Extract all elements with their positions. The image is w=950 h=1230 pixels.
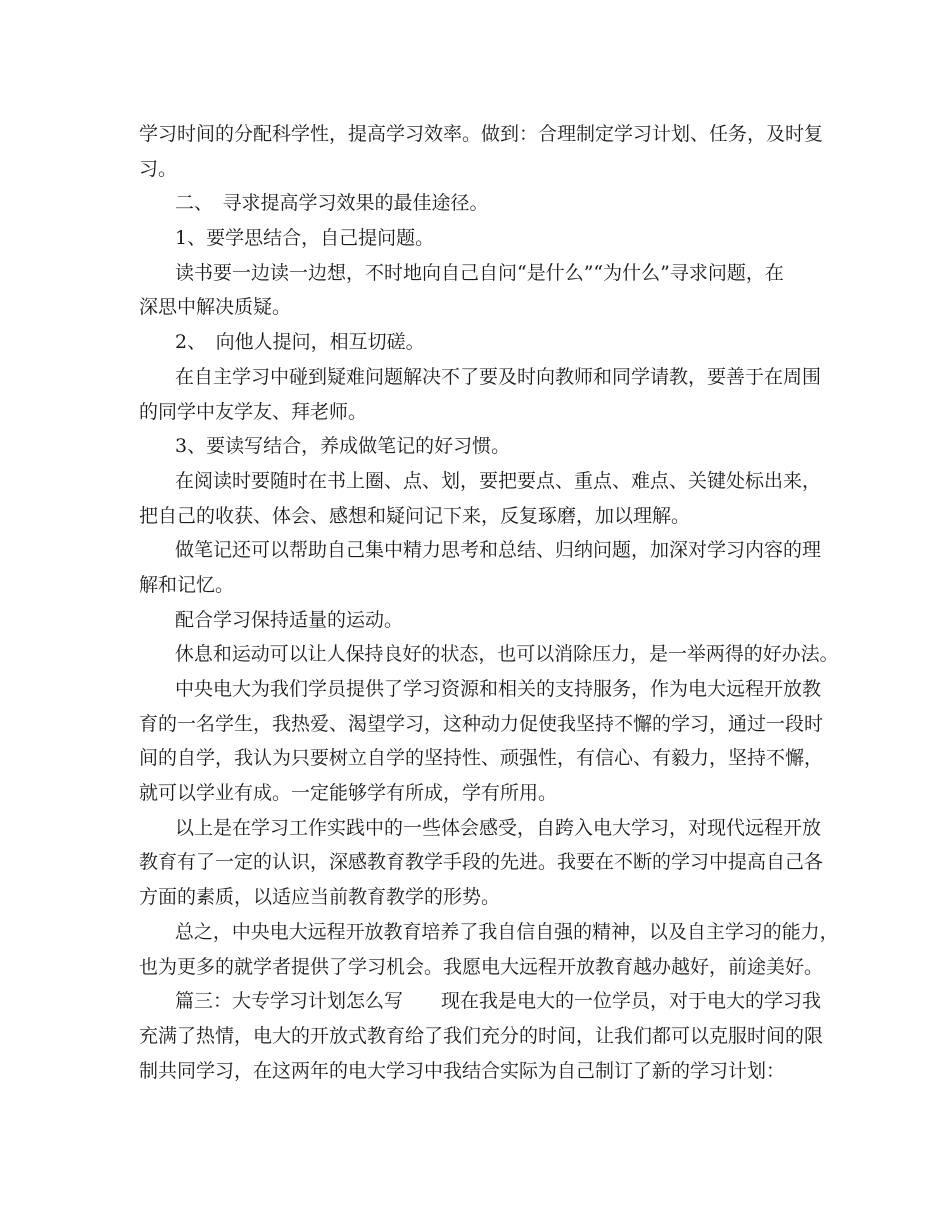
text-line: 习。 xyxy=(139,157,178,180)
text-line: 间的自学，我认为只要树立自学的坚持性、顽强性，有信心、有毅力，坚持不懈， xyxy=(139,747,824,770)
text-line: 2、 向他人提问，相互切磋。 xyxy=(175,331,425,354)
text-line: 解和记忆。 xyxy=(139,573,235,596)
text-line: 3、要读写结合，养成做笔记的好习惯。 xyxy=(175,435,511,458)
text-line: 读书要一边读一边想，不时地向自己自问“是什么”“为什么”寻求问题，在 xyxy=(175,261,784,284)
body-text xyxy=(139,117,839,1088)
text-line: 深思中解决质疑。 xyxy=(139,296,292,319)
text-line: 方面的素质，以适应当前教育教学的形势。 xyxy=(139,886,501,909)
text-line: 1、要学思结合，自己提问题。 xyxy=(175,227,435,250)
text-line: 篇三：大专学习计划怎么写 现在我是电大的一位学员，对于电大的学习我 xyxy=(175,990,822,1013)
text-line: 育的一名学生，我热爱、渴望学习，这种动力促使我坚持不懈的学习，通过一段时 xyxy=(139,712,824,735)
text-line: 在自主学习中碰到疑难问题解决不了要及时向教师和同学请教，要善于在周围 xyxy=(175,365,822,388)
text-line: 以上是在学习工作实践中的一些体会感受，自跨入电大学习，对现代远程开放 xyxy=(175,816,822,839)
text-line: 休息和运动可以让人保持良好的状态，也可以消除压力，是一举两得的好办法。 xyxy=(174,643,839,666)
text-line: 二、 寻求提高学习效果的最佳途径。 xyxy=(175,192,489,215)
text-line: 在阅读时要随时在书上圈、点、划，要把要点、重点、难点、关键处标出来， xyxy=(175,469,822,492)
text-line: 的同学中友学友、拜老师。 xyxy=(139,400,368,423)
text-line: 把自己的收获、体会、感想和疑问记下来，反复琢磨，加以理解。 xyxy=(139,504,691,527)
text-line: 就可以学业有成。一定能够学有所成，学有所用。 xyxy=(139,782,558,805)
text-line: 制共同学习，在这两年的电大学习中我结合实际为自己制订了新的学习计划： xyxy=(139,1059,786,1082)
text-line: 做笔记还可以帮助自己集中精力思考和总结、归纳问题，加深对学习内容的理 xyxy=(175,539,822,562)
text-line: 配合学习保持适量的运动。 xyxy=(175,608,404,631)
text-line: 总之，中央电大远程开放教育培养了我自信自强的精神，以及自主学习的能力， xyxy=(174,920,839,943)
text-line: 中央电大为我们学员提供了学习资源和相关的支持服务，作为电大远程开放教 xyxy=(175,678,822,700)
text-line: 充满了热情，电大的开放式教育给了我们充分的时间，让我们都可以克服时间的限 xyxy=(139,1024,824,1047)
text-line: 学习时间的分配科学性，提高学习效率。做到：合理制定学习计划、任务，及时复 xyxy=(139,123,824,145)
text-line: 也为更多的就学者提供了学习机会。我愿电大远程开放教育越办越好，前途美好。 xyxy=(139,955,824,978)
text-line: 教育有了一定的认识，深感教育教学手段的先进。我要在不断的学习中提高自己各 xyxy=(139,851,824,874)
